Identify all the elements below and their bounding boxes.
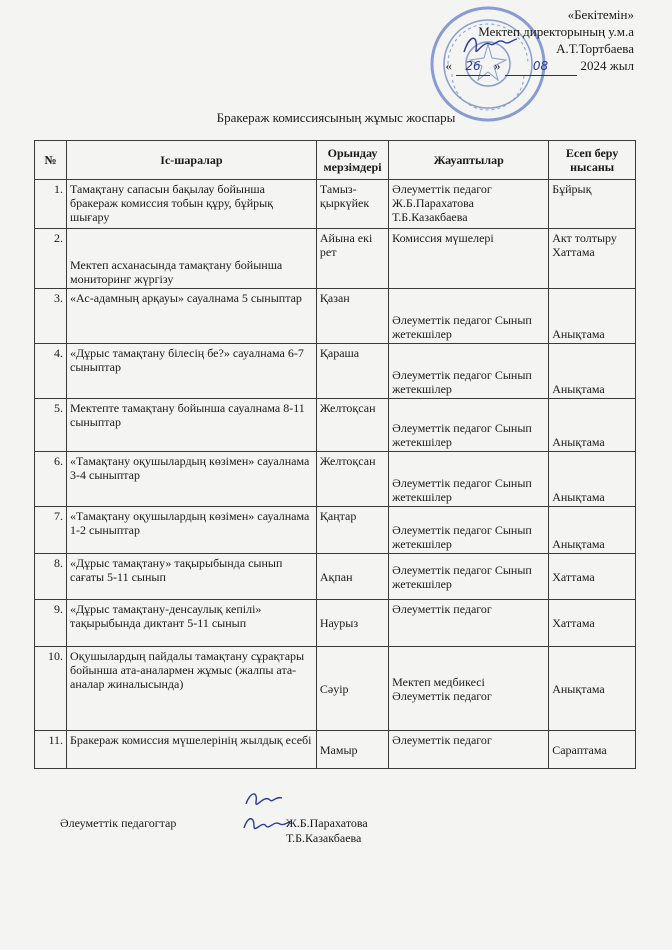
table-row <box>35 507 636 554</box>
row-report: Хаттама <box>549 600 636 647</box>
row-report: Сараптама <box>549 731 636 769</box>
table-row <box>35 289 636 344</box>
row-report: Хаттама <box>549 554 636 600</box>
row-report: Анықтама <box>549 507 636 554</box>
row-report: Акт толтыру Хаттама <box>549 229 636 289</box>
row-activity: Оқушылардың пайдалы тамақтану сұрақтары бойынша ата-аналармен жұмыс (жалпы ата-аналар жиналысында) <box>67 647 317 731</box>
row-activity: «Тамақтану оқушылардың көзімен» сауалнама 1-2 сыныптар <box>67 507 317 554</box>
row-activity: «Ас-адамның арқауы» сауалнама 5 сыныптар <box>67 289 317 344</box>
row-activity: Тамақтану сапасын бақылау бойынша бракераж комиссия тобын құру, бұйрық шығару <box>67 180 317 229</box>
row-number: 5. <box>35 399 67 452</box>
footer-role: Әлеуметтік педагогтар <box>60 816 177 830</box>
row-report: Анықтама <box>549 289 636 344</box>
row-number: 8. <box>35 554 67 600</box>
row-responsible: Әлеуметтік педагог Сынып жетекшілер <box>389 289 549 344</box>
row-term: Желтоқсан <box>316 452 388 507</box>
row-responsible: Әлеуметтік педагог <box>389 600 549 647</box>
header-terms: Орындау мерзімдері <box>316 141 388 180</box>
document-title: Бракераж комиссиясының жұмыс жоспары <box>216 110 456 125</box>
row-number: 11. <box>35 731 67 769</box>
row-responsible: Әлеуметтік педагог Сынып жетекшілер <box>389 399 549 452</box>
row-responsible: Әлеуметтік педагог Сынып жетекшілер <box>389 452 549 507</box>
row-number: 2. <box>35 229 67 289</box>
row-responsible: Комиссия мүшелері <box>389 229 549 289</box>
header-responsible: Жауаптылар <box>389 141 549 180</box>
table-row <box>35 647 636 731</box>
header-report-form: Есеп беру нысаны <box>549 141 636 180</box>
row-term: Наурыз <box>316 600 388 647</box>
table-row <box>35 554 636 600</box>
date-open-quote: « <box>445 58 453 73</box>
row-report: Анықтама <box>549 452 636 507</box>
footer-name-2: Т.Б.Казакбаева <box>286 831 362 845</box>
row-activity: Бракераж комиссия мүшелерінің жылдық есебі <box>67 731 317 769</box>
row-number: 3. <box>35 289 67 344</box>
table-row <box>35 399 636 452</box>
date-year: 2024 жыл <box>580 58 634 73</box>
plan-table <box>34 140 636 769</box>
row-report: Анықтама <box>549 344 636 399</box>
table-row <box>35 229 636 289</box>
row-term: Сәуір <box>316 647 388 731</box>
row-responsible: Әлеуметтік педагог Сынып жетекшілер <box>389 507 549 554</box>
row-report: Анықтама <box>549 399 636 452</box>
row-activity: Мектепте тамақтану бойынша сауалнама 8-11 сыныптар <box>67 399 317 452</box>
row-term: Айына екі рет <box>316 229 388 289</box>
date-day: 26 <box>456 58 490 76</box>
row-term: Мамыр <box>316 731 388 769</box>
row-number: 4. <box>35 344 67 399</box>
date-month: 08 <box>505 58 577 76</box>
row-number: 10. <box>35 647 67 731</box>
row-term: Ақпан <box>316 554 388 600</box>
header-activities: Іс-шаралар <box>67 141 317 180</box>
row-term: Тамыз-қыркүйек <box>316 180 388 229</box>
row-term: Қараша <box>316 344 388 399</box>
row-responsible: Әлеуметтік педагог Сынып жетекшілер <box>389 554 549 600</box>
row-number: 9. <box>35 600 67 647</box>
approval-date <box>384 57 634 76</box>
approval-position: Мектеп директорының у.м.а <box>478 24 634 39</box>
header-number: № <box>35 141 67 180</box>
footer-names <box>286 816 368 846</box>
row-report: Анықтама <box>549 647 636 731</box>
row-responsible: Мектеп медбикесі Әлеуметтік педагог <box>389 647 549 731</box>
row-activity: Мектеп асханасында тамақтану бойынша мониторинг жүргізу <box>67 229 317 289</box>
approval-block <box>384 6 634 76</box>
row-responsible: Әлеуметтік педагог <box>389 731 549 769</box>
row-term: Қазан <box>316 289 388 344</box>
table-row <box>35 600 636 647</box>
footer-name-1: Ж.Б.Парахатова <box>286 816 368 830</box>
row-number: 7. <box>35 507 67 554</box>
row-activity: «Дұрыс тамақтану-денсаулық кепілі» тақырыбында диктант 5-11 сынып <box>67 600 317 647</box>
row-number: 6. <box>35 452 67 507</box>
approval-name: А.Т.Тортбаева <box>556 41 634 56</box>
row-number: 1. <box>35 180 67 229</box>
row-responsible: Әлеуметтік педагог Сынып жетекшілер <box>389 344 549 399</box>
row-term: Желтоқсан <box>316 399 388 452</box>
row-activity: «Дұрыс тамақтану» тақырыбында сынып сағаты 5-11 сынып <box>67 554 317 600</box>
row-activity: «Тамақтану оқушылардың көзімен» сауалнама 3-4 сыныптар <box>67 452 317 507</box>
table-row <box>35 344 636 399</box>
table-row <box>35 731 636 769</box>
row-report: Бұйрық <box>549 180 636 229</box>
row-term: Қаңтар <box>316 507 388 554</box>
row-responsible: Әлеуметтік педагог Ж.Б.Парахатова Т.Б.Казакбаева <box>389 180 549 229</box>
approval-heading: «Бекітемін» <box>567 7 634 22</box>
table-row <box>35 452 636 507</box>
date-close-quote: » <box>494 58 501 73</box>
table-header-row <box>35 141 636 180</box>
row-activity: «Дұрыс тамақтану білесің бе?» сауалнама 6-7 сыныптар <box>67 344 317 399</box>
table-row <box>35 180 636 229</box>
